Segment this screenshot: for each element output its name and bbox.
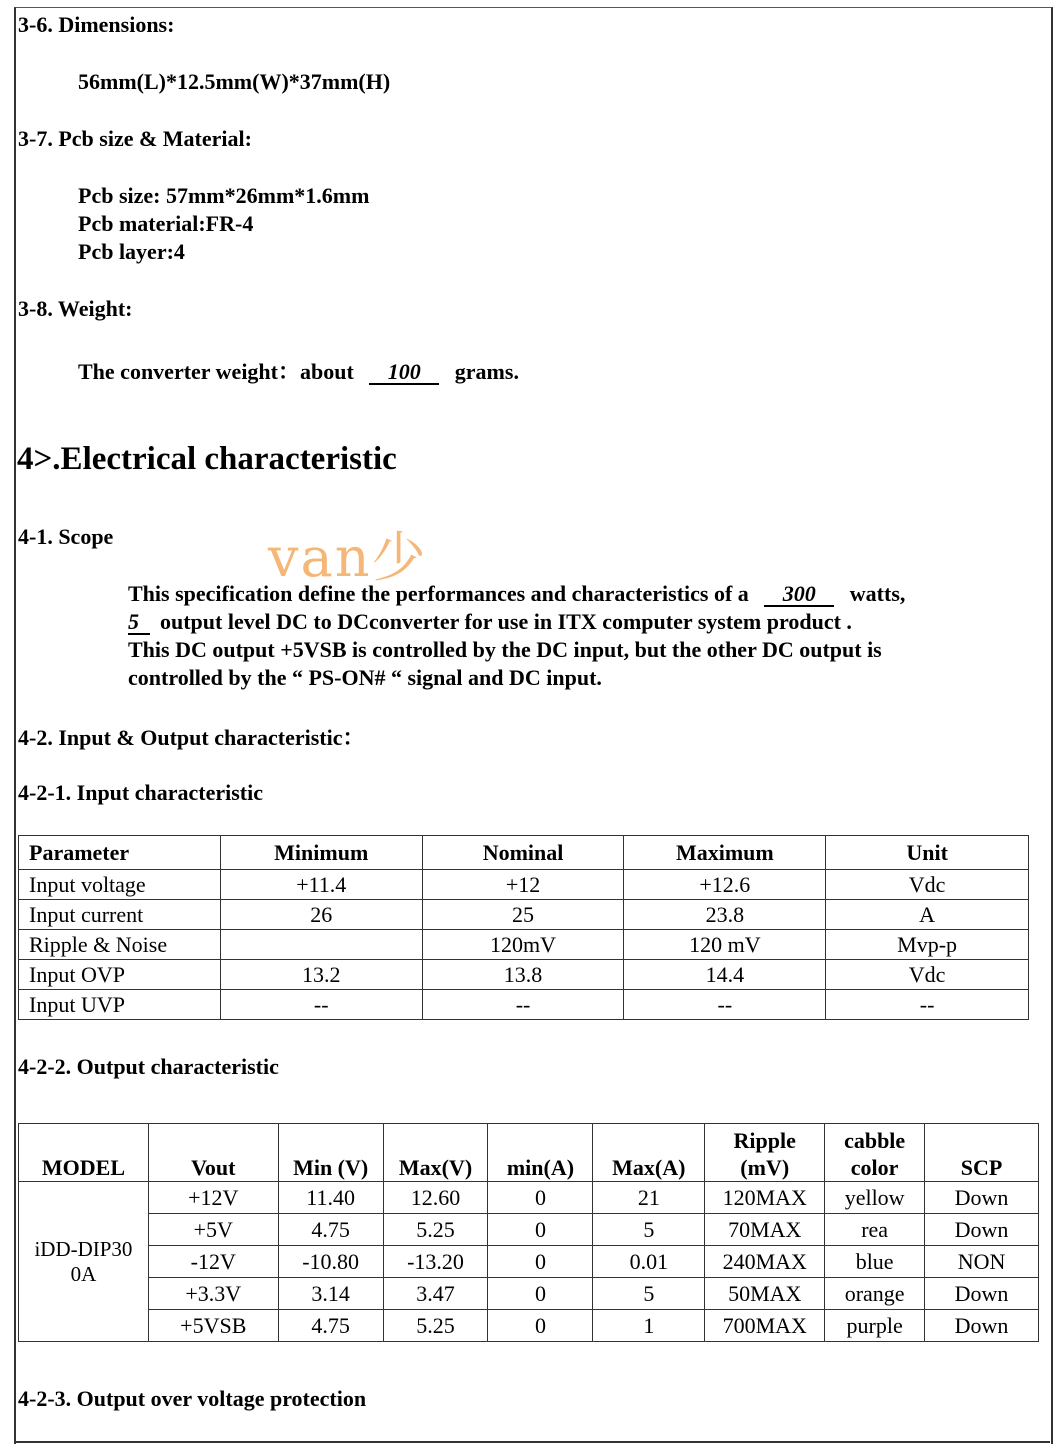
col-header-parameter: Parameter <box>19 836 221 870</box>
table-cell: Input voltage <box>19 870 221 900</box>
scope-line-2 <box>128 609 852 635</box>
table-cell: +12 <box>422 870 624 900</box>
table-cell: blue <box>825 1246 925 1278</box>
table-cell: 5.25 <box>383 1310 488 1342</box>
col-header-minimum: Minimum <box>220 836 422 870</box>
scope-line-3: This DC output +5VSB is controlled by the DC input, but the other DC output is <box>128 637 882 662</box>
table-row <box>19 1278 1039 1310</box>
table-cell: 70MAX <box>705 1214 825 1246</box>
table-cell: +5VSB <box>148 1310 278 1342</box>
weight-text <box>78 355 519 386</box>
table-cell: 120mV <box>422 930 624 960</box>
table-cell: purple <box>825 1310 925 1342</box>
table-row <box>19 960 1029 990</box>
col-header-nominal: Nominal <box>422 836 624 870</box>
table-cell: 23.8 <box>624 900 826 930</box>
heading-3-7: 3-7. Pcb size & Material: <box>18 126 252 151</box>
pcb-material-line: Pcb material:FR-4 <box>78 211 254 236</box>
table-cell: 13.2 <box>220 960 422 990</box>
table-cell: 700MAX <box>705 1310 825 1342</box>
input-characteristic-table <box>18 835 1029 1020</box>
scope-line-1-text: This specification define the performances and characteristics of a <box>128 581 749 606</box>
heading-4-2-3: 4-2-3. Output over voltage protection <box>18 1386 367 1411</box>
table-row <box>19 990 1029 1020</box>
table-cell: Input current <box>19 900 221 930</box>
heading-3-8: 3-8. Weight: <box>18 296 133 321</box>
table-cell: 11.40 <box>278 1182 383 1214</box>
weight-prefix: The converter weight：about <box>78 359 354 384</box>
table-cell: yellow <box>825 1182 925 1214</box>
table-cell: 120 mV <box>624 930 826 960</box>
table-cell: Down <box>925 1214 1039 1246</box>
table-cell: orange <box>825 1278 925 1310</box>
watts-value: 300 <box>764 583 834 607</box>
table-cell: 0.01 <box>593 1246 705 1278</box>
table-cell: Ripple & Noise <box>19 930 221 960</box>
table-cell: 3.14 <box>278 1278 383 1310</box>
table-cell: 0 <box>488 1310 593 1342</box>
table-cell: +3.3V <box>148 1278 278 1310</box>
table-cell: -10.80 <box>278 1246 383 1278</box>
table-cell: Down <box>925 1310 1039 1342</box>
table-cell: 0 <box>488 1214 593 1246</box>
table-row <box>19 1310 1039 1342</box>
scope-line-1 <box>128 581 905 607</box>
table-cell: +11.4 <box>220 870 422 900</box>
col-header-unit: Unit <box>826 836 1029 870</box>
table-cell: -- <box>422 990 624 1020</box>
level-value: 5 <box>128 611 150 635</box>
table-cell: +12V <box>148 1182 278 1214</box>
scope-line-4: controlled by the “ PS-ON# “ signal and DC input. <box>128 665 602 690</box>
table-cell: 14.4 <box>624 960 826 990</box>
table-cell: +5V <box>148 1214 278 1246</box>
table-cell: -- <box>220 990 422 1020</box>
table-row <box>19 930 1029 960</box>
table-cell: 4.75 <box>278 1310 383 1342</box>
col-header-min-v: Min (V) <box>278 1124 383 1182</box>
table-cell: Vdc <box>826 960 1029 990</box>
output-characteristic-table <box>18 1123 1039 1342</box>
section-4-title: 4>.Electrical characteristic <box>17 441 397 477</box>
col-header-max-a: Max(A) <box>593 1124 705 1182</box>
table-cell: 26 <box>220 900 422 930</box>
scope-line-2-text: output level DC to DCconverter for use in ITX computer system product . <box>160 609 852 634</box>
pcb-layer-line: Pcb layer:4 <box>78 239 185 264</box>
table-header-row <box>19 836 1029 870</box>
watermark-text: van少 <box>268 526 428 589</box>
table-cell: Down <box>925 1278 1039 1310</box>
table-row <box>19 1246 1039 1278</box>
table-cell: 0 <box>488 1182 593 1214</box>
col-header-cable-color: cabble color <box>825 1124 925 1182</box>
table-cell: 0 <box>488 1246 593 1278</box>
table-cell: 5 <box>593 1278 705 1310</box>
table-cell: -12V <box>148 1246 278 1278</box>
table-cell: Mvp-p <box>826 930 1029 960</box>
table-cell: 1 <box>593 1310 705 1342</box>
heading-4-1: 4-1. Scope <box>18 524 114 549</box>
table-cell: -- <box>826 990 1029 1020</box>
weight-value: 100 <box>369 361 439 385</box>
table-cell: NON <box>925 1246 1039 1278</box>
table-cell: 4.75 <box>278 1214 383 1246</box>
heading-4-2-1: 4-2-1. Input characteristic <box>18 780 264 805</box>
table-cell: 5.25 <box>383 1214 488 1246</box>
table-cell: Vdc <box>826 870 1029 900</box>
table-row <box>19 1182 1039 1214</box>
table-cell: -13.20 <box>383 1246 488 1278</box>
table-cell: -- <box>624 990 826 1020</box>
table-cell: 240MAX <box>705 1246 825 1278</box>
table-cell: Down <box>925 1182 1039 1214</box>
pcb-size-line: Pcb size: 57mm*26mm*1.6mm <box>78 183 370 208</box>
table-cell: rea <box>825 1214 925 1246</box>
heading-4-2: 4-2. Input & Output characteristic： <box>18 725 365 750</box>
table-cell: 0 <box>488 1278 593 1310</box>
dimensions-text: 56mm(L)*12.5mm(W)*37mm(H) <box>78 69 391 94</box>
table-cell: +12.6 <box>624 870 826 900</box>
col-header-max-v: Max(V) <box>383 1124 488 1182</box>
table-row <box>19 870 1029 900</box>
table-cell: 50MAX <box>705 1278 825 1310</box>
col-header-maximum: Maximum <box>624 836 826 870</box>
heading-3-6: 3-6. Dimensions: <box>18 12 175 37</box>
table-cell: Input OVP <box>19 960 221 990</box>
table-header-row <box>19 1124 1039 1182</box>
table-cell: 13.8 <box>422 960 624 990</box>
col-header-ripple: Ripple (mV) <box>705 1124 825 1182</box>
table-row <box>19 1214 1039 1246</box>
page-bottom-rule <box>14 1441 1050 1443</box>
table-cell: 21 <box>593 1182 705 1214</box>
col-header-vout: Vout <box>148 1124 278 1182</box>
model-cell: iDD-DIP30 0A <box>19 1182 149 1342</box>
table-row <box>19 900 1029 930</box>
table-cell: 12.60 <box>383 1182 488 1214</box>
table-cell: 5 <box>593 1214 705 1246</box>
table-cell: 3.47 <box>383 1278 488 1310</box>
heading-4-2-2: 4-2-2. Output characteristic <box>18 1054 279 1079</box>
table-cell: 120MAX <box>705 1182 825 1214</box>
col-header-model: MODEL <box>19 1124 149 1182</box>
table-cell: Input UVP <box>19 990 221 1020</box>
col-header-min-a: min(A) <box>488 1124 593 1182</box>
table-cell: 25 <box>422 900 624 930</box>
table-cell: A <box>826 900 1029 930</box>
scope-watts-label: watts, <box>849 581 906 606</box>
col-header-scp: SCP <box>925 1124 1039 1182</box>
table-cell <box>220 930 422 960</box>
weight-suffix: grams. <box>454 359 519 384</box>
